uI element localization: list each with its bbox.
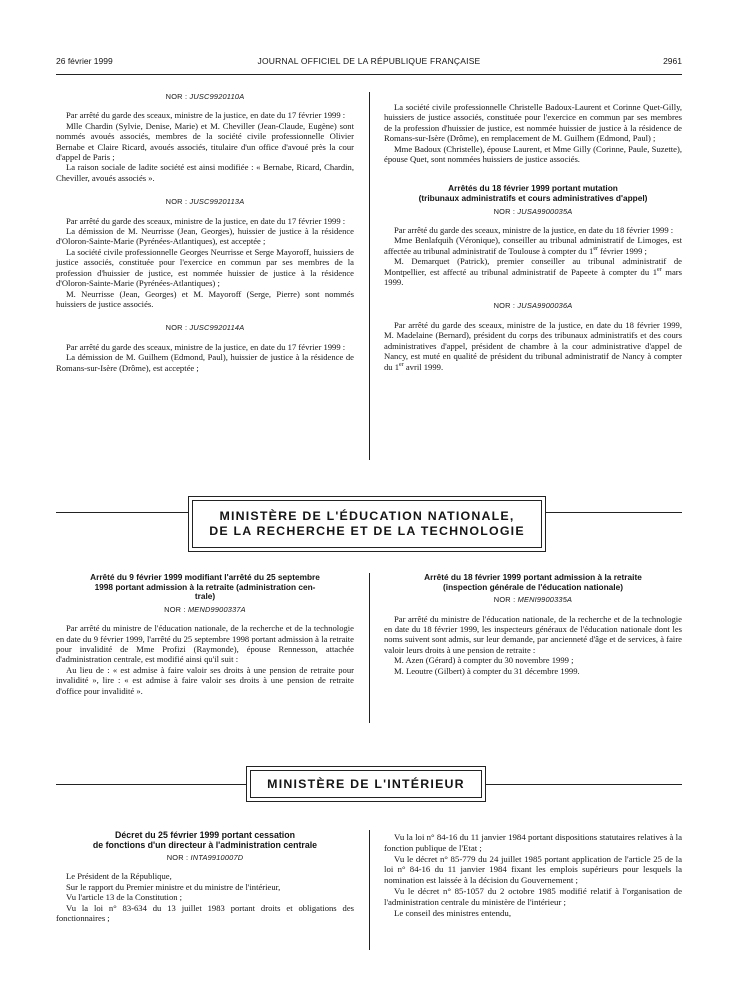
- section2-right-column: [384, 573, 682, 676]
- nor-reference: NOR : JUSC9920113A: [165, 197, 245, 207]
- paragraph: Vu le décret n° 85-1057 du 2 octobre 1985 modifié relatif à l'organisation de l'administration centrale du ministère de l'intérieur ;: [384, 885, 682, 907]
- paragraph: Par arrêté du garde des sceaux, ministre de la justice, en date du 18 février 1999, M. Madelaine (Bernard), président du corps des tribunaux administratifs et des cours administratives d'appel, président de chambre à la cour administrative d'appel de Nancy, est muté en qualité de président du tribunal administratif de Nancy à compter du 1er avril 1999.: [384, 319, 682, 372]
- column-divider: [369, 92, 370, 460]
- paragraph: M. Leoutre (Gilbert) à compter du 31 décembre 1999.: [394, 665, 580, 676]
- paragraph: Par arrêté du garde des sceaux, ministre de la justice, en date du 17 février 1999 :: [66, 110, 346, 121]
- paragraph: Mme Benlafquih (Véronique), conseiller au tribunal administratif de Limoges, est affectée au tribunal administratif de Toulouse à compter du 1er février 1999 ;: [384, 235, 682, 256]
- nor-reference: NOR : JUSA9900036A: [493, 301, 573, 311]
- ministry-education-banner: [188, 496, 546, 552]
- paragraph: La démission de M. Guilhem (Edmond, Paul), huissier de justice à la résidence de Romans-sur-Isère (Drôme), est acceptée ;: [56, 352, 354, 373]
- section3-right-column: [384, 832, 682, 918]
- paragraph: Par arrêté du garde des sceaux, ministre de la justice, en date du 17 février 1999 :: [66, 341, 346, 352]
- paragraph: Sur le rapport du Premier ministre et du ministre de l'intérieur,: [66, 881, 281, 892]
- nor-reference: NOR : MEND9900337A: [164, 604, 246, 614]
- column-divider: [369, 573, 370, 723]
- paragraph: Par arrêté du ministre de l'éducation nationale, de la recherche et de la technologie en date du 9 février 1999, l'arrêté du 25 septembre 1998 portant admission à la retraite pour invalidité de Mme Profizi (Raymonde), épouse Rennesson, attachée d'administration centrale, est modifié ainsi qu'il suit :: [56, 623, 354, 665]
- paragraph: M. Azen (Gérard) à compter du 30 novembre 1999 ;: [394, 655, 574, 666]
- paragraph: Par arrêté du garde des sceaux, ministre de la justice, en date du 17 février 1999 :: [66, 215, 346, 226]
- paragraph: La raison sociale de ladite société est ainsi modifiée : « Bernabe, Ricard, Chardin, Cheviller, avoués associés ».: [56, 162, 354, 183]
- ministry-name-line2: DE LA RECHERCHE ET DE LA TECHNOLOGIE: [209, 524, 525, 538]
- decree-title: Arrêté du 9 février 1999 modifiant l'arrêté du 25 septembre 1998 portant admission à la retraite (administration cen- trale): [90, 572, 320, 602]
- section3-left-column: [56, 830, 354, 923]
- ministry-name-line1: MINISTÈRE DE L'ÉDUCATION NATIONALE,: [219, 509, 515, 523]
- nor-reference: NOR : JUSA9900035A: [493, 206, 573, 216]
- decree-title: Arrêté du 18 février 1999 portant admission à la retraite (inspection générale de l'éducation nationale): [424, 572, 642, 592]
- paragraph: Vu la loi n° 84-16 du 11 janvier 1984 portant dispositions statutaires relatives à la fonction publique de l'Etat ;: [384, 832, 682, 853]
- paragraph: Au lieu de : « est admise à faire valoir ses droits à une pension de retraite pour invalidité », lire : « est admise à faire valoir ses droits à une pension de retraite d'office pour invalidité ».: [56, 664, 354, 696]
- paragraph: Par arrêté du ministre de l'éducation nationale, de la recherche et de la technologie en date du 18 février 1999, les inspecteurs généraux de l'éducation nationale dont les noms suivent sont admis, sur leur demande, par ancienneté d'âge et de services, à faire valoir leurs droits à une pension de retraite :: [384, 613, 682, 655]
- journal-title: JOURNAL OFFICIEL DE LA RÉPUBLIQUE FRANÇAISE: [257, 56, 481, 66]
- decree-title: Décret du 25 février 1999 portant cessation de fonctions d'un directeur à l'administration centrale: [92, 830, 318, 850]
- ministry-interior-banner: [246, 766, 486, 802]
- page-header: [56, 56, 682, 70]
- issue-date: 26 février 1999: [56, 56, 113, 66]
- column-divider: [369, 830, 370, 950]
- paragraph: Mlle Chardin (Sylvie, Denise, Marie) et M. Cheviller (Jean-Claude, Eugène) sont nommés avoués associés, membres de la société civile professionnelle Olivier Bernabe et Claire Ricard, avoués associés, titulaire d'un office d'avoué près la cour d'appel de Paris ;: [56, 120, 354, 163]
- paragraph: La démission de M. Neurrisse (Jean, Georges), huissier de justice à la résidence d'Oloron-Sainte-Marie (Pyrénées-Atlantiques), est acceptée ;: [56, 226, 354, 247]
- paragraph: Vu le décret n° 85-779 du 24 juillet 1985 portant application de l'article 25 de la loi n° 84-16 du 11 janvier 1984 fixant les emplois supérieurs pour lesquels la nomination est laissée à la décision du Gouvernement ;: [384, 853, 682, 886]
- paragraph: La société civile professionnelle Christelle Badoux-Laurent et Corinne Quet-Gilly, huissiers de justice associés, constituée pour l'exercice en commun par ses membres de la profession d'huissier de justice, est nommée huissier de justice à la résidence de Romans-sur-Isère (Drôme), en remplacement de M. Guilhem (Edmond, Paul) ;: [384, 102, 682, 144]
- paragraph: La société civile professionnelle Georges Neurrisse et Serge Mayoroff, huissiers de justice associés, constituée pour l'exercice en commun par ses membres de la profession d'huissier de justice, est nommée huissier de justice à la résidence d'Oloron-Sainte-Marie (Pyrénées-Atlantiques) ;: [56, 246, 354, 289]
- nor-reference: NOR : JUSC9920110A: [165, 92, 245, 101]
- paragraph: Vu la loi n° 83-634 du 13 juillet 1983 portant droits et obligations des fonctionnaires ;: [56, 902, 354, 924]
- page-number: 2961: [663, 56, 682, 66]
- ministry-name-line1: MINISTÈRE DE L'INTÉRIEUR: [267, 776, 465, 791]
- paragraph: M. Neurrisse (Jean, Georges) et M. Mayoroff (Serge, Pierre) sont nommés huissiers de justice associés.: [56, 288, 354, 309]
- paragraph: Le Président de la République,: [66, 871, 172, 882]
- nor-reference: NOR : JUSC9920114A: [165, 323, 245, 333]
- paragraph: Vu l'article 13 de la Constitution ;: [66, 892, 183, 903]
- nor-reference: NOR : MENI9900335A: [493, 595, 573, 605]
- nor-reference: NOR : INTA9910007D: [166, 853, 244, 862]
- paragraph: Le conseil des ministres entendu,: [394, 907, 512, 918]
- header-rule: [56, 74, 682, 75]
- paragraph: Mme Badoux (Christelle), épouse Laurent, et Mme Gilly (Corinne, Paule, Suzette), épouse Quet, sont nommées huissiers de justice associés.: [384, 143, 682, 165]
- section2-left-column: [56, 573, 354, 696]
- paragraph: M. Demarquet (Patrick), premier conseiller au tribunal administratif de Montpellier, est affecté au tribunal administratif de Papeete à compter du 1er mars 1999.: [384, 256, 682, 288]
- section1-right-column: [384, 102, 682, 372]
- section1-left-column: [56, 92, 354, 373]
- paragraph: Par arrêté du garde des sceaux, ministre de la justice, en date du 18 février 1999 :: [394, 225, 674, 236]
- decree-title: Arrêtés du 18 février 1999 portant mutation (tribunaux administratifs et cours administratives d'appel): [418, 183, 648, 204]
